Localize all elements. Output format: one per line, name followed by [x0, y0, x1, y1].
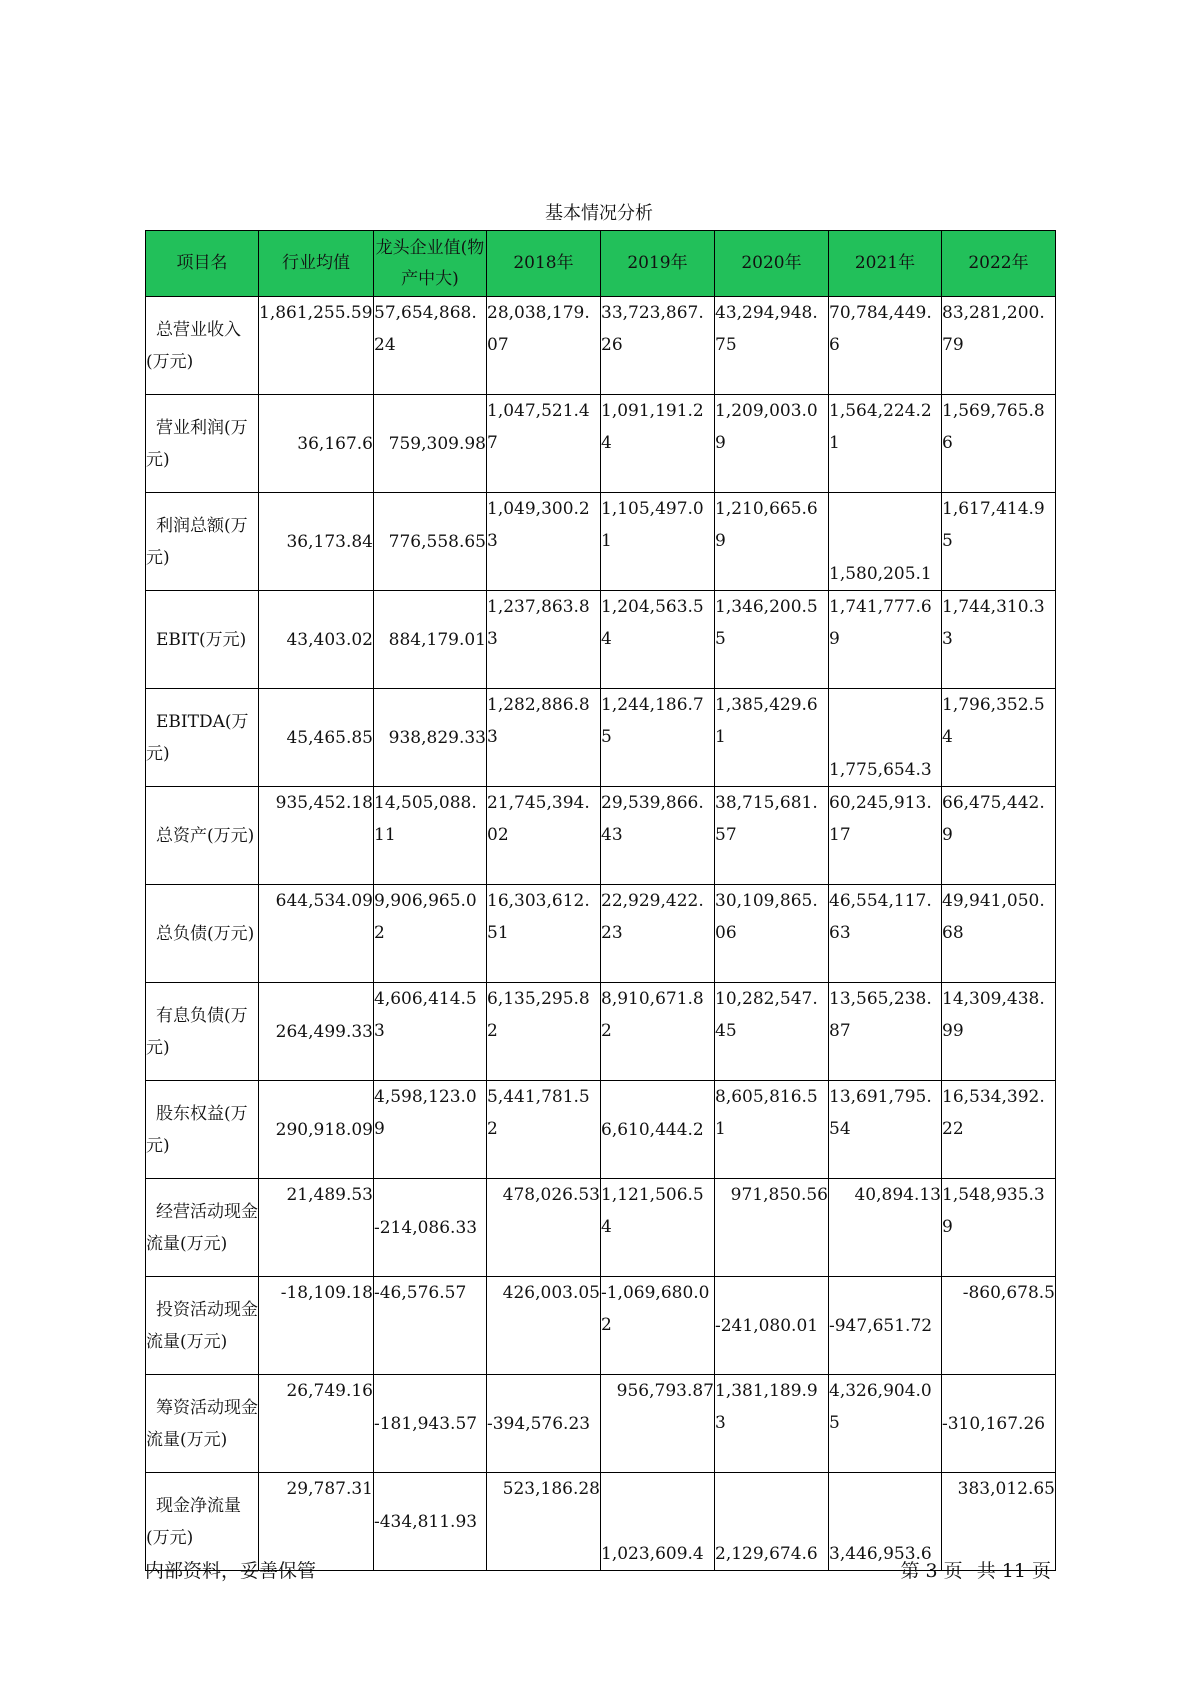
- value-cell: [715, 1081, 829, 1179]
- cell-value: 13,691,795.54: [829, 1087, 932, 1139]
- value-cell: [829, 1277, 942, 1375]
- value-cell: [715, 395, 829, 493]
- value-cell: [487, 395, 601, 493]
- value-cell: [942, 395, 1056, 493]
- cell-value: 1,204,563.54: [601, 597, 704, 649]
- value-cell: [259, 1179, 374, 1277]
- value-cell: [829, 885, 942, 983]
- value-cell: [942, 1375, 1056, 1473]
- cell-value: 49,941,050.68: [942, 891, 1045, 943]
- row-label-cell: [146, 395, 259, 493]
- cell-value: 971,850.56: [730, 1185, 828, 1205]
- value-cell: [829, 591, 942, 689]
- row-label-cell: [146, 1081, 259, 1179]
- value-cell: [487, 885, 601, 983]
- value-cell: [487, 1375, 601, 1473]
- header-cell: 2019年: [601, 231, 715, 297]
- cell-value: 16,534,392.22: [942, 1087, 1045, 1139]
- row-label-cell: [146, 1375, 259, 1473]
- value-cell: [942, 689, 1056, 787]
- row-label: EBIT(万元): [156, 629, 247, 650]
- cell-value: 16,303,612.51: [487, 891, 590, 943]
- value-cell: [829, 689, 942, 787]
- cell-value: 1,049,300.23: [487, 499, 590, 551]
- value-cell: [601, 1081, 715, 1179]
- row-label: 总营业收入(万元): [146, 319, 241, 372]
- row-label: 现金净流量(万元): [146, 1495, 241, 1548]
- cell-value: 1,741,777.69: [829, 597, 932, 649]
- value-cell: [601, 787, 715, 885]
- cell-value: 956,793.87: [616, 1381, 714, 1401]
- cell-value: 4,326,904.05: [829, 1381, 932, 1433]
- cell-value: 3,446,953.6: [829, 1544, 932, 1564]
- cell-value: 1,282,886.83: [487, 695, 590, 747]
- cell-value: 22,929,422.23: [601, 891, 704, 943]
- cell-value: 10,282,547.45: [715, 989, 818, 1041]
- cell-value: 4,598,123.09: [374, 1087, 477, 1139]
- cell-value: 1,548,935.39: [942, 1185, 1045, 1237]
- value-cell: [942, 787, 1056, 885]
- value-cell: [374, 395, 487, 493]
- cell-value: -947,651.72: [829, 1315, 933, 1336]
- cell-value: 6,135,295.82: [487, 989, 590, 1041]
- cell-value: 13,565,238.87: [829, 989, 932, 1041]
- cell-value: -1,069,680.02: [601, 1283, 710, 1335]
- value-cell: [487, 1179, 601, 1277]
- value-cell: [942, 1179, 1056, 1277]
- value-cell: [374, 493, 487, 591]
- value-cell: [374, 1375, 487, 1473]
- page-total: 共 11 页: [976, 1560, 1051, 1582]
- value-cell: [829, 1375, 942, 1473]
- cell-value: 43,294,948.75: [715, 303, 818, 355]
- table-row: [146, 591, 1056, 689]
- value-cell: [259, 1277, 374, 1375]
- cell-value: 1,381,189.93: [715, 1381, 818, 1433]
- value-cell: [942, 983, 1056, 1081]
- value-cell: [374, 689, 487, 787]
- table-row: [146, 885, 1056, 983]
- cell-value: 40,894.13: [854, 1185, 941, 1205]
- value-cell: [259, 983, 374, 1081]
- cell-value: 523,186.28: [502, 1479, 600, 1499]
- table-body: [146, 297, 1056, 1571]
- row-label: 利润总额(万元): [146, 515, 248, 568]
- value-cell: [487, 297, 601, 395]
- value-cell: [829, 1081, 942, 1179]
- table-row: [146, 1277, 1056, 1375]
- row-label: 经营活动现金流量(万元): [146, 1201, 258, 1254]
- row-label: EBITDA(万元): [146, 711, 249, 764]
- table-caption: 基本情况分析: [545, 203, 653, 224]
- value-cell: [374, 885, 487, 983]
- table-row: [146, 1375, 1056, 1473]
- cell-value: 57,654,868.24: [374, 303, 477, 355]
- row-label-cell: [146, 983, 259, 1081]
- value-cell: [829, 787, 942, 885]
- cell-value: 26,749.16: [286, 1381, 373, 1401]
- cell-value: 1,617,414.95: [942, 499, 1045, 551]
- cell-value: 83,281,200.79: [942, 303, 1045, 355]
- row-label: 投资活动现金流量(万元): [146, 1299, 258, 1352]
- value-cell: [487, 1277, 601, 1375]
- table-row: [146, 983, 1056, 1081]
- value-cell: [601, 395, 715, 493]
- cell-value: 45,465.85: [286, 727, 373, 748]
- value-cell: [942, 297, 1056, 395]
- cell-value: 1,047,521.47: [487, 401, 590, 453]
- cell-value: 6,610,444.2: [601, 1119, 704, 1140]
- cell-value: 759,309.98: [388, 433, 486, 454]
- value-cell: [259, 297, 374, 395]
- value-cell: [715, 787, 829, 885]
- value-cell: [715, 591, 829, 689]
- cell-value: 1,023,609.4: [601, 1544, 704, 1564]
- cell-value: 938,829.33: [388, 727, 486, 748]
- cell-value: 1,744,310.33: [942, 597, 1045, 649]
- cell-value: 36,167.6: [297, 433, 373, 454]
- cell-value: 1,121,506.54: [601, 1185, 704, 1237]
- value-cell: [601, 493, 715, 591]
- value-cell: [487, 983, 601, 1081]
- cell-value: 1,861,255.59: [259, 303, 373, 323]
- cell-value: 14,309,438.99: [942, 989, 1045, 1041]
- row-label-cell: [146, 1277, 259, 1375]
- cell-value: 8,605,816.51: [715, 1087, 818, 1139]
- value-cell: [259, 689, 374, 787]
- value-cell: [374, 297, 487, 395]
- table-row: [146, 493, 1056, 591]
- cell-value: 21,745,394.02: [487, 793, 590, 845]
- cell-value: 8,910,671.82: [601, 989, 704, 1041]
- value-cell: [942, 591, 1056, 689]
- value-cell: [715, 1179, 829, 1277]
- value-cell: [259, 1375, 374, 1473]
- cell-value: 1,244,186.75: [601, 695, 704, 747]
- row-label: 总资产(万元): [156, 825, 255, 846]
- value-cell: [374, 983, 487, 1081]
- row-label-cell: [146, 689, 259, 787]
- value-cell: [374, 1179, 487, 1277]
- cell-value: 14,505,088.11: [374, 793, 477, 845]
- footer-page-info: [893, 1556, 1051, 1583]
- value-cell: [374, 1081, 487, 1179]
- page-number: 第 3 页: [900, 1560, 963, 1582]
- cell-value: 43,403.02: [286, 629, 373, 650]
- value-cell: [601, 983, 715, 1081]
- row-label: 营业利润(万元): [146, 417, 248, 470]
- table-row: [146, 787, 1056, 885]
- value-cell: [259, 787, 374, 885]
- cell-value: 935,452.18: [275, 793, 373, 813]
- cell-value: 1,580,205.1: [829, 564, 932, 584]
- cell-value: 38,715,681.57: [715, 793, 818, 845]
- value-cell: [715, 297, 829, 395]
- cell-value: -434,811.93: [374, 1511, 478, 1532]
- value-cell: [715, 983, 829, 1081]
- value-cell: [829, 493, 942, 591]
- table-row: [146, 1179, 1056, 1277]
- value-cell: [374, 1473, 487, 1571]
- row-label-cell: [146, 591, 259, 689]
- cell-value: 1,569,765.86: [942, 401, 1045, 453]
- header-row: [146, 231, 1056, 297]
- value-cell: [259, 493, 374, 591]
- cell-value: 1,385,429.61: [715, 695, 818, 747]
- row-label-cell: [146, 297, 259, 395]
- value-cell: [942, 493, 1056, 591]
- value-cell: [829, 395, 942, 493]
- cell-value: 30,109,865.06: [715, 891, 818, 943]
- value-cell: [259, 591, 374, 689]
- cell-value: 478,026.53: [502, 1185, 600, 1205]
- cell-value: 1,209,003.09: [715, 401, 818, 453]
- cell-value: 1,210,665.69: [715, 499, 818, 551]
- value-cell: [487, 1081, 601, 1179]
- cell-value: 5,441,781.52: [487, 1087, 590, 1139]
- footer-confidential-note: 内部资料，妥善保管: [145, 1560, 317, 1582]
- value-cell: [942, 1277, 1056, 1375]
- cell-value: 60,245,913.17: [829, 793, 932, 845]
- cell-value: 1,091,191.24: [601, 401, 704, 453]
- cell-value: -214,086.33: [374, 1217, 478, 1238]
- cell-value: -860,678.5: [962, 1283, 1055, 1303]
- cell-value: 9,906,965.02: [374, 891, 477, 943]
- row-label: 筹资活动现金流量(万元): [146, 1397, 258, 1450]
- value-cell: [715, 1277, 829, 1375]
- cell-value: 1,796,352.54: [942, 695, 1045, 747]
- cell-value: 1,346,200.55: [715, 597, 818, 649]
- header-cell: 龙头企业值(物产中大): [374, 231, 487, 297]
- row-label: 股东权益(万元): [146, 1103, 248, 1156]
- row-label: 有息负债(万元): [146, 1005, 248, 1058]
- value-cell: [487, 1473, 601, 1571]
- cell-value: 33,723,867.26: [601, 303, 704, 355]
- cell-value: 46,554,117.63: [829, 891, 932, 943]
- value-cell: [601, 1473, 715, 1571]
- header-cell: 行业均值: [259, 231, 374, 297]
- cell-value: -181,943.57: [374, 1413, 478, 1434]
- cell-value: 2,129,674.6: [715, 1544, 818, 1564]
- cell-value: 383,012.65: [957, 1479, 1055, 1499]
- row-label-cell: [146, 1179, 259, 1277]
- cell-value: -241,080.01: [715, 1315, 819, 1336]
- table-row: [146, 689, 1056, 787]
- value-cell: [715, 689, 829, 787]
- cell-value: 644,534.09: [275, 891, 373, 911]
- financial-table: [145, 230, 1056, 1571]
- value-cell: [942, 1081, 1056, 1179]
- row-label: 总负债(万元): [156, 923, 255, 944]
- cell-value: -18,109.18: [280, 1283, 373, 1303]
- table-row: [146, 1081, 1056, 1179]
- value-cell: [601, 1375, 715, 1473]
- value-cell: [601, 1277, 715, 1375]
- cell-value: 1,775,654.3: [829, 760, 932, 780]
- value-cell: [374, 1277, 487, 1375]
- cell-value: 426,003.05: [502, 1283, 600, 1303]
- header-cell: 2021年: [829, 231, 942, 297]
- value-cell: [259, 395, 374, 493]
- value-cell: [715, 1473, 829, 1571]
- cell-value: 776,558.65: [388, 531, 486, 552]
- value-cell: [601, 591, 715, 689]
- row-label-cell: [146, 885, 259, 983]
- cell-value: -310,167.26: [942, 1413, 1046, 1434]
- value-cell: [942, 885, 1056, 983]
- value-cell: [601, 297, 715, 395]
- cell-value: 36,173.84: [286, 531, 373, 552]
- value-cell: [374, 591, 487, 689]
- header-cell: 2020年: [715, 231, 829, 297]
- value-cell: [601, 689, 715, 787]
- value-cell: [487, 787, 601, 885]
- cell-value: -394,576.23: [487, 1413, 591, 1434]
- cell-value: 29,539,866.43: [601, 793, 704, 845]
- cell-value: 4,606,414.53: [374, 989, 477, 1041]
- value-cell: [601, 885, 715, 983]
- cell-value: 290,918.09: [275, 1119, 373, 1140]
- cell-value: 264,499.33: [275, 1021, 373, 1042]
- cell-value: 21,489.53: [286, 1185, 373, 1205]
- value-cell: [374, 787, 487, 885]
- value-cell: [829, 983, 942, 1081]
- row-label-cell: [146, 787, 259, 885]
- header-cell: 2018年: [487, 231, 601, 297]
- value-cell: [487, 689, 601, 787]
- value-cell: [601, 1179, 715, 1277]
- value-cell: [487, 591, 601, 689]
- header-cell: 项目名: [146, 231, 259, 297]
- value-cell: [829, 297, 942, 395]
- value-cell: [259, 885, 374, 983]
- value-cell: [715, 1375, 829, 1473]
- table-row: [146, 395, 1056, 493]
- row-label-cell: [146, 493, 259, 591]
- cell-value: 29,787.31: [286, 1479, 373, 1499]
- header-cell: 2022年: [942, 231, 1056, 297]
- value-cell: [829, 1179, 942, 1277]
- value-cell: [715, 493, 829, 591]
- cell-value: 28,038,179.07: [487, 303, 590, 355]
- value-cell: [487, 493, 601, 591]
- value-cell: [259, 1081, 374, 1179]
- cell-value: 884,179.01: [388, 629, 486, 650]
- cell-value: 70,784,449.6: [829, 303, 932, 355]
- value-cell: [715, 885, 829, 983]
- cell-value: 66,475,442.9: [942, 793, 1045, 845]
- cell-value: 1,105,497.01: [601, 499, 704, 551]
- cell-value: 1,564,224.21: [829, 401, 932, 453]
- cell-value: -46,576.57: [374, 1283, 467, 1303]
- cell-value: 1,237,863.83: [487, 597, 590, 649]
- table-row: [146, 297, 1056, 395]
